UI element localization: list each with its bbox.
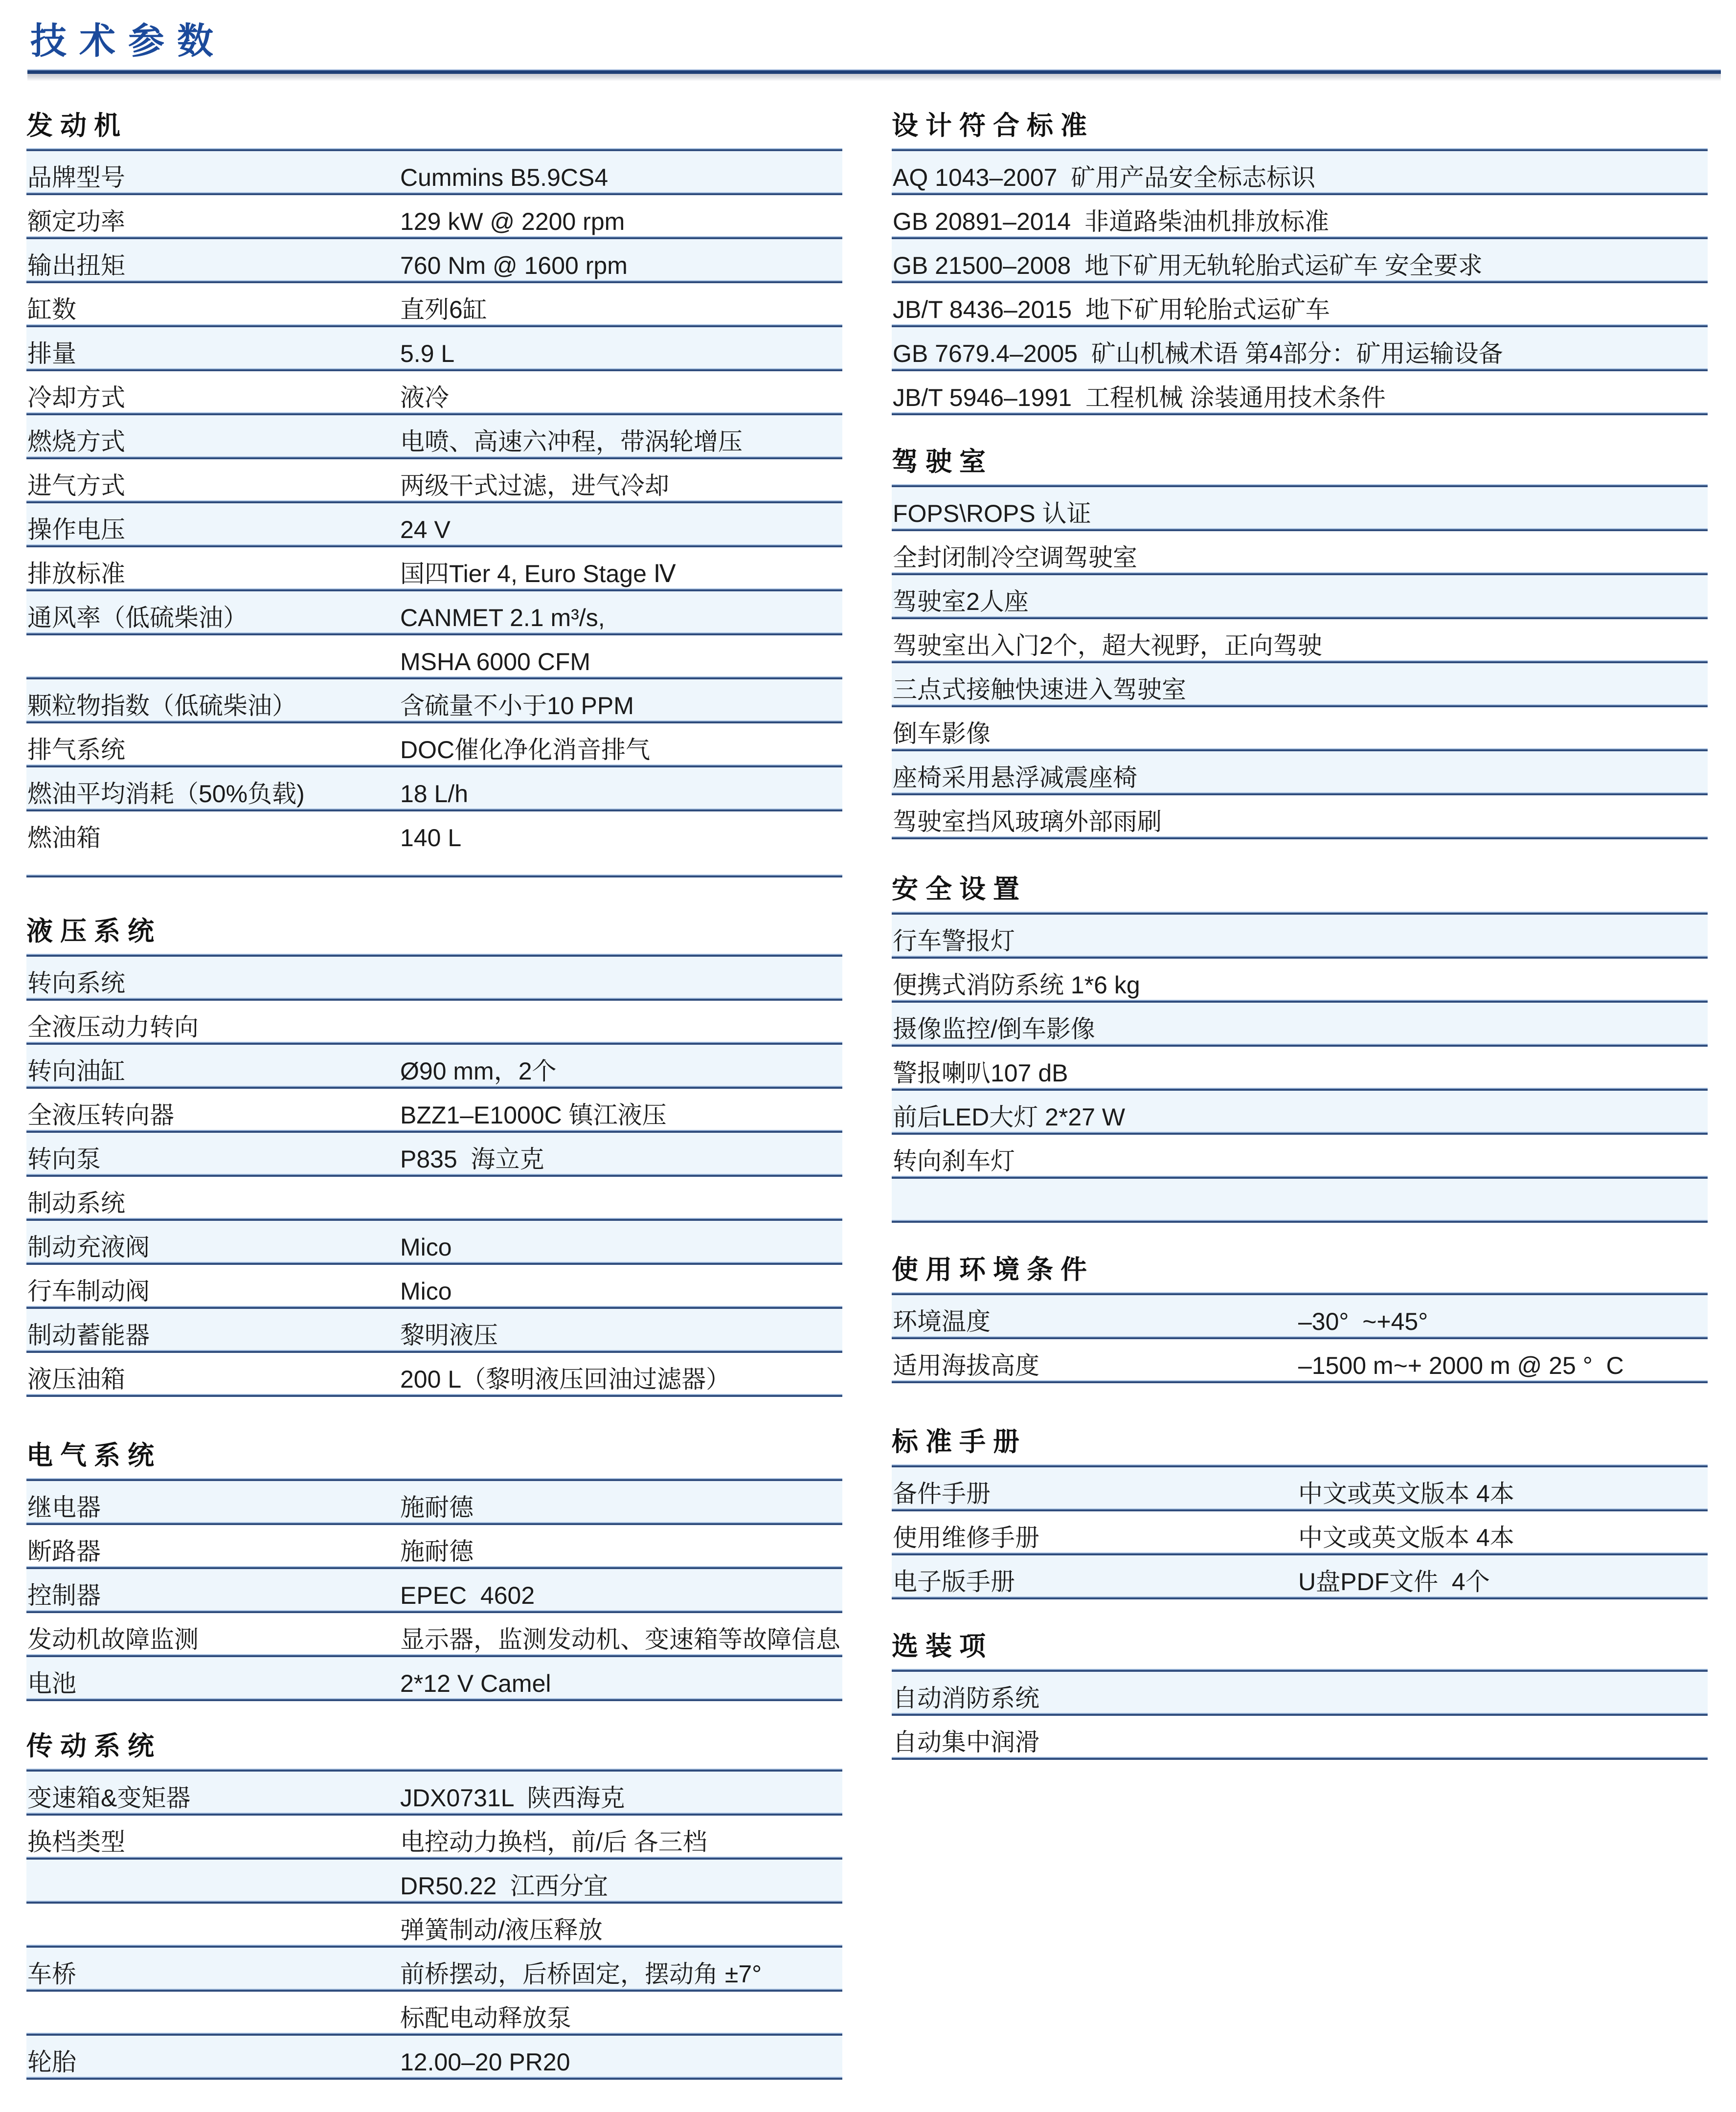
spec-value: U盘PDF文件 4个 <box>1298 1568 1490 1595</box>
spec-row <box>26 1353 842 1397</box>
spec-label: 电池 <box>27 1670 76 1697</box>
spec-value: Mico <box>400 1234 452 1261</box>
spec-value: 2*12 V Camel <box>400 1670 551 1697</box>
section-heading: 选装项 <box>892 1632 993 1661</box>
spec-label: 操作电压 <box>27 516 125 543</box>
spec-value: EPEC 4602 <box>400 1582 535 1609</box>
spec-value: 140 L <box>400 824 462 852</box>
spec-value: MSHA 6000 CFM <box>400 648 591 675</box>
page-title: 技术参数 <box>30 21 226 61</box>
spec-label: 制动充液阀 <box>27 1234 150 1261</box>
spec-table <box>26 1769 842 2080</box>
spec-row <box>26 1772 842 1816</box>
spec-row <box>26 1001 842 1045</box>
spec-row <box>892 1555 1708 1599</box>
spec-row <box>892 531 1708 575</box>
spec-row <box>892 1672 1708 1716</box>
spec-row <box>26 811 842 877</box>
section-electrical <box>26 1441 842 1701</box>
spec-row <box>892 1716 1708 1760</box>
spec-value: 显示器，监测发动机、变速箱等故障信息 <box>400 1626 840 1653</box>
spec-label: 全液压转向器 <box>27 1101 174 1129</box>
spec-value: DR50.22 江西分宜 <box>400 1872 609 1900</box>
spec-row <box>892 1047 1708 1091</box>
section-heading: 使用环境条件 <box>892 1255 1094 1284</box>
spec-value: 200 L（黎明液压回油过滤器） <box>400 1366 731 1393</box>
spec-label: 行车制动阀 <box>27 1278 150 1305</box>
spec-value: P835 海立克 <box>400 1146 544 1173</box>
spec-value: CANMET 2.1 m³/s, <box>400 604 605 631</box>
spec-label: GB 21500–2008 地下矿用无轨轮胎式运矿车 安全要求 <box>893 252 1483 279</box>
spec-row <box>892 487 1708 531</box>
spec-row <box>26 503 842 547</box>
spec-value: JDX0731L 陕西海克 <box>400 1784 625 1812</box>
spec-row <box>26 1221 842 1265</box>
spec-row <box>26 1992 842 2036</box>
spec-row-empty <box>892 1179 1708 1223</box>
spec-row <box>892 1511 1708 1555</box>
spec-table <box>892 1292 1708 1383</box>
section-safety <box>892 875 1708 1223</box>
spec-label: 三点式接触快速进入驾驶室 <box>893 676 1186 703</box>
spec-label: 额定功率 <box>27 208 125 235</box>
spec-row <box>26 2036 842 2080</box>
spec-label: 变速箱&变矩器 <box>27 1784 191 1812</box>
spec-label: 驾驶室出入门2个，超大视野，正向驾驶 <box>893 632 1322 659</box>
spec-value: 129 kW @ 2200 rpm <box>400 208 625 235</box>
spec-value: 液冷 <box>400 384 449 411</box>
spec-table <box>892 912 1708 1223</box>
section-drivetrain <box>26 1731 842 2080</box>
spec-value: 前桥摆动，后桥固定，摆动角 ±7° <box>400 1960 762 1988</box>
section-heading: 标准手册 <box>892 1427 1027 1457</box>
spec-row <box>26 327 842 371</box>
spec-row <box>26 239 842 283</box>
spec-table <box>26 148 842 877</box>
spec-label: 断路器 <box>27 1538 101 1565</box>
spec-value: 施耐德 <box>400 1538 473 1565</box>
spec-label: 驾驶室2人座 <box>893 588 1029 615</box>
spec-row <box>26 283 842 327</box>
spec-row <box>26 1089 842 1133</box>
spec-row <box>26 1309 842 1353</box>
spec-value: 电喷、高速六冲程，带涡轮增压 <box>400 428 743 455</box>
spec-value: BZZ1–E1000C 镇江液压 <box>400 1101 667 1129</box>
spec-value: –1500 m~+ 2000 m @ 25 ° C <box>1298 1352 1624 1379</box>
spec-label: 全液压动力转向 <box>27 1013 199 1041</box>
spec-row <box>892 327 1708 371</box>
spec-row <box>892 283 1708 327</box>
spec-label: 通风率（低硫柴油） <box>27 604 248 631</box>
spec-row <box>26 1481 842 1525</box>
spec-row <box>26 1860 842 1904</box>
spec-value: 中文或英文版本 4本 <box>1298 1524 1514 1551</box>
spec-value: 标配电动释放泵 <box>400 2004 571 2032</box>
spec-row <box>26 1613 842 1657</box>
spec-row <box>892 1295 1708 1339</box>
section-heading: 驾驶室 <box>892 447 993 476</box>
spec-row <box>26 767 842 811</box>
spec-value: 760 Nm @ 1600 rpm <box>400 252 628 279</box>
spec-row <box>26 1133 842 1177</box>
spec-value: Cummins B5.9CS4 <box>400 164 609 191</box>
spec-label: 转向刹车灯 <box>893 1147 1015 1175</box>
section-heading: 发动机 <box>26 111 128 140</box>
spec-row <box>26 723 842 767</box>
spec-label: 全封闭制冷空调驾驶室 <box>893 544 1137 571</box>
spec-label: 缸数 <box>27 296 76 323</box>
spec-label: 排量 <box>27 340 76 367</box>
spec-label: 制动系统 <box>27 1190 125 1217</box>
spec-label: 车桥 <box>27 1960 76 1988</box>
spec-value: 施耐德 <box>400 1494 473 1521</box>
spec-label: 排放标准 <box>27 560 125 587</box>
spec-label: 控制器 <box>27 1582 101 1609</box>
spec-label: JB/T 5946–1991 工程机械 涂装通用技术条件 <box>893 384 1386 411</box>
spec-value: 两级干式过滤，进气冷却 <box>400 472 669 499</box>
spec-label: GB 7679.4–2005 矿山机械术语 第4部分：矿用运输设备 <box>893 340 1503 367</box>
spec-row <box>26 415 842 459</box>
spec-label: 环境温度 <box>893 1308 991 1335</box>
spec-value: 含硫量不小于10 PPM <box>400 692 634 719</box>
spec-label: 警报喇叭107 dB <box>893 1059 1068 1087</box>
spec-label: 继电器 <box>27 1494 101 1521</box>
spec-label: 驾驶室挡风玻璃外部雨刷 <box>893 808 1162 835</box>
spec-label: 输出扭矩 <box>27 252 125 279</box>
spec-label: 电子版手册 <box>893 1568 1015 1595</box>
spec-row <box>26 635 842 679</box>
spec-label: AQ 1043–2007 矿用产品安全标志标识 <box>893 164 1316 191</box>
spec-label: 倒车影像 <box>893 720 991 747</box>
spec-row <box>26 371 842 415</box>
spec-label: 使用维修手册 <box>893 1524 1039 1551</box>
spec-row <box>892 915 1708 959</box>
spec-row <box>892 663 1708 707</box>
section-cab <box>892 447 1708 839</box>
spec-row <box>892 1003 1708 1047</box>
spec-row <box>892 795 1708 839</box>
spec-value: 直列6缸 <box>400 296 487 323</box>
spec-row <box>892 151 1708 195</box>
spec-row <box>26 1525 842 1569</box>
spec-row <box>26 1045 842 1089</box>
spec-row <box>26 1816 842 1860</box>
spec-row <box>26 151 842 195</box>
spec-label: 备件手册 <box>893 1480 991 1507</box>
spec-label: 座椅采用悬浮减震座椅 <box>893 764 1137 791</box>
spec-row <box>892 751 1708 795</box>
spec-row <box>892 1091 1708 1135</box>
spec-row <box>892 239 1708 283</box>
spec-label: 转向油缸 <box>27 1057 125 1085</box>
spec-label: 品牌型号 <box>27 164 125 191</box>
spec-label: 前后LED大灯 2*27 W <box>893 1103 1126 1131</box>
spec-label: 轮胎 <box>27 2048 76 2076</box>
spec-row <box>892 575 1708 619</box>
spec-row <box>26 591 842 635</box>
spec-label: 燃油平均消耗（50%负载) <box>27 780 305 808</box>
spec-label: 发动机故障监测 <box>27 1626 199 1653</box>
spec-label: 排气系统 <box>27 736 125 764</box>
spec-value: 5.9 L <box>400 340 455 367</box>
spec-value: 18 L/h <box>400 780 469 808</box>
spec-row <box>26 1177 842 1221</box>
spec-row <box>892 959 1708 1003</box>
spec-table <box>892 1669 1708 1760</box>
spec-row <box>26 1657 842 1701</box>
spec-label: 转向泵 <box>27 1146 101 1173</box>
section-heading: 安全设置 <box>892 875 1027 904</box>
spec-row <box>892 619 1708 663</box>
spec-value: 弹簧制动/液压释放 <box>400 1916 603 1944</box>
spec-label: 制动蓄能器 <box>27 1322 150 1349</box>
spec-row <box>26 679 842 723</box>
spec-label: 自动集中润滑 <box>893 1729 1039 1756</box>
spec-value: Ø90 mm，2个 <box>400 1057 557 1085</box>
spec-label: 适用海拔高度 <box>893 1352 1039 1379</box>
section-options <box>892 1632 1708 1760</box>
title-divider <box>27 69 1721 81</box>
spec-value: 12.00–20 PR20 <box>400 2048 570 2076</box>
spec-table <box>26 1478 842 1701</box>
spec-row <box>26 459 842 503</box>
spec-row <box>892 371 1708 415</box>
spec-label: 液压油箱 <box>27 1366 125 1393</box>
spec-row <box>26 1948 842 1992</box>
section-environment <box>892 1255 1708 1383</box>
spec-value: 24 V <box>400 516 451 543</box>
spec-table <box>892 1464 1708 1599</box>
spec-value: 国四Tier 4, Euro Stage Ⅳ <box>400 560 676 587</box>
spec-label: 燃烧方式 <box>27 428 125 455</box>
spec-row <box>26 957 842 1001</box>
spec-row <box>26 195 842 239</box>
spec-row <box>892 1339 1708 1383</box>
section-manuals <box>892 1427 1708 1599</box>
spec-value: 中文或英文版本 4本 <box>1298 1480 1514 1507</box>
spec-label: 自动消防系统 <box>893 1685 1039 1712</box>
spec-row <box>892 1467 1708 1511</box>
section-heading: 传动系统 <box>26 1731 161 1761</box>
section-engine <box>26 111 842 877</box>
spec-label: 燃油箱 <box>27 824 101 852</box>
spec-table <box>892 484 1708 839</box>
spec-row <box>892 195 1708 239</box>
spec-label: 便携式消防系统 1*6 kg <box>893 971 1140 999</box>
section-design-standards <box>892 111 1708 415</box>
spec-label: 颗粒物指数（低硫柴油） <box>27 692 296 719</box>
spec-row <box>26 1569 842 1613</box>
spec-row <box>892 1135 1708 1179</box>
spec-label: 摄像监控/倒车影像 <box>893 1015 1095 1043</box>
spec-row <box>26 1904 842 1948</box>
spec-label: GB 20891–2014 非道路柴油机排放标准 <box>893 208 1329 235</box>
section-heading: 电气系统 <box>26 1441 161 1470</box>
spec-label: 行车警报灯 <box>893 927 1015 955</box>
spec-label: 换档类型 <box>27 1828 125 1856</box>
spec-table <box>26 954 842 1397</box>
spec-table <box>892 148 1708 415</box>
spec-value: Mico <box>400 1278 452 1305</box>
spec-row <box>892 707 1708 751</box>
spec-label: FOPS\ROPS 认证 <box>893 500 1091 527</box>
section-heading: 液压系统 <box>26 917 161 946</box>
spec-value: DOC催化净化消音排气 <box>400 736 651 764</box>
spec-label: 进气方式 <box>27 472 125 499</box>
spec-row <box>26 1265 842 1309</box>
spec-value: 电控动力换档，前/后 各三档 <box>400 1828 707 1856</box>
spec-label: 转向系统 <box>27 969 125 997</box>
spec-row <box>26 547 842 591</box>
section-hydraulic <box>26 917 842 1397</box>
spec-label: 冷却方式 <box>27 384 125 411</box>
spec-value: –30° ~+45° <box>1298 1308 1428 1335</box>
section-heading: 设计符合标准 <box>892 111 1094 140</box>
spec-value: 黎明液压 <box>400 1322 498 1349</box>
spec-label: JB/T 8436–2015 地下矿用轮胎式运矿车 <box>893 296 1330 323</box>
